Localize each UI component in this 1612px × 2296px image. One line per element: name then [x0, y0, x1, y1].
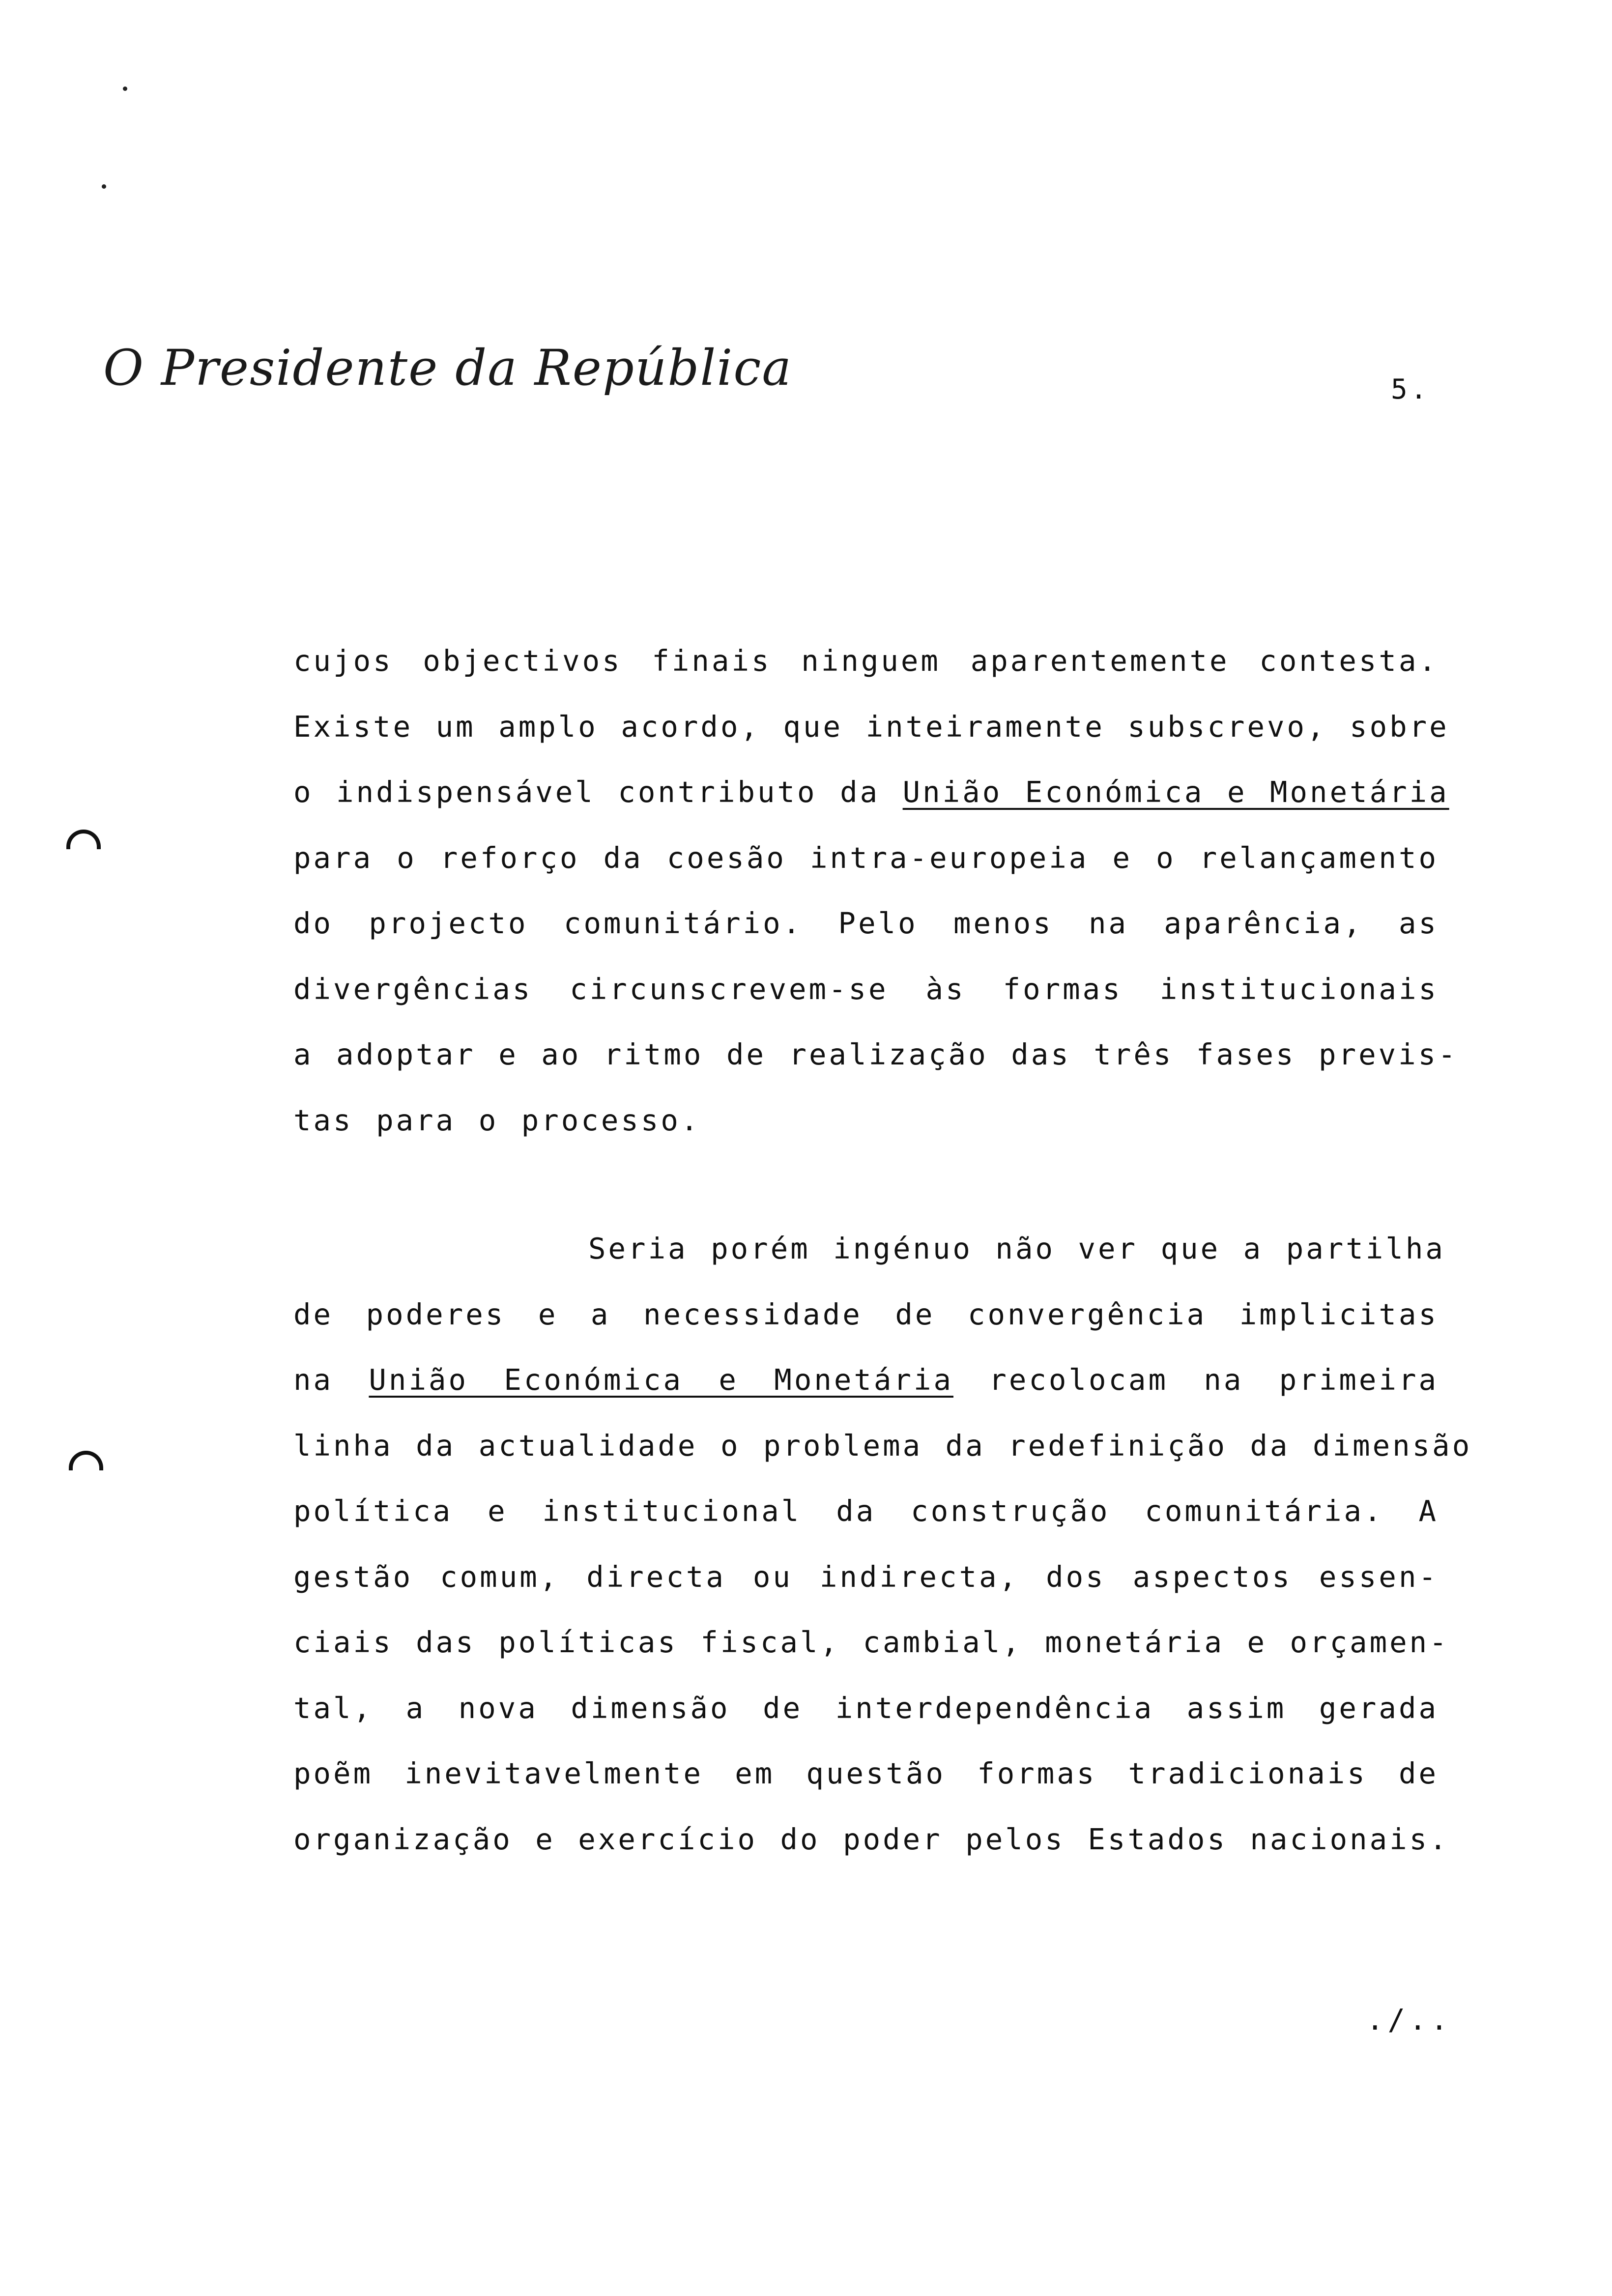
text-line: gestão comum, directa ou indirecta, dos aspectos essen-	[293, 1559, 1439, 1594]
text-line: na União Económica e Monetária recolocam na primeira	[293, 1363, 1439, 1397]
text-line: a adoptar e ao ritmo de realização das três fases previs-	[293, 1037, 1458, 1071]
text-line: ciais das políticas fiscal, cambial, monetária e orçamen-	[293, 1625, 1449, 1659]
text-line: o indispensável contributo da União Económica e Monetária	[293, 775, 1449, 809]
text-line: de poderes e a necessidade de convergência implicitas	[293, 1297, 1439, 1331]
text-line: tas para o processo.	[293, 1103, 701, 1137]
binder-hole-mark	[66, 830, 101, 849]
continuation-mark: ./..	[1366, 2003, 1452, 2037]
text-line: política e institucional da construção comunitária. A	[293, 1494, 1439, 1528]
underlined-term: União Económica e Monetária	[902, 775, 1449, 809]
text-line: divergências circunscrevem-se às formas institucionais	[293, 972, 1439, 1006]
underlined-term: União Económica e Monetária	[369, 1363, 953, 1397]
text-line: tal, a nova dimensão de interdependência assim gerada	[293, 1691, 1439, 1725]
scan-speck	[123, 86, 127, 91]
paragraph-2	[293, 1216, 1472, 1872]
text-line: poẽm inevitavelmente em questão formas tradicionais de	[293, 1756, 1439, 1790]
paragraph-1	[293, 628, 1458, 1153]
text-line: Existe um amplo acordo, que inteiramente subscrevo, sobre	[293, 709, 1449, 744]
text-line: Seria porém ingénuo não ver que a partilha	[588, 1232, 1445, 1265]
letterhead-title: O Presidente da República	[103, 339, 793, 397]
text-line: para o reforço da coesão intra-europeia e o relançamento	[293, 840, 1439, 875]
binder-hole-mark	[69, 1451, 103, 1470]
text-line: cujos objectivos finais ninguem aparentemente contesta.	[293, 644, 1439, 678]
page-number: 5.	[1391, 373, 1430, 405]
text-line: linha da actualidade o problema da redefinição da dimensão	[293, 1428, 1472, 1463]
scan-speck	[102, 184, 106, 189]
text-line: organização e exercício do poder pelos Estados nacionais.	[293, 1822, 1449, 1856]
text-line: do projecto comunitário. Pelo menos na aparência, as	[293, 906, 1439, 940]
